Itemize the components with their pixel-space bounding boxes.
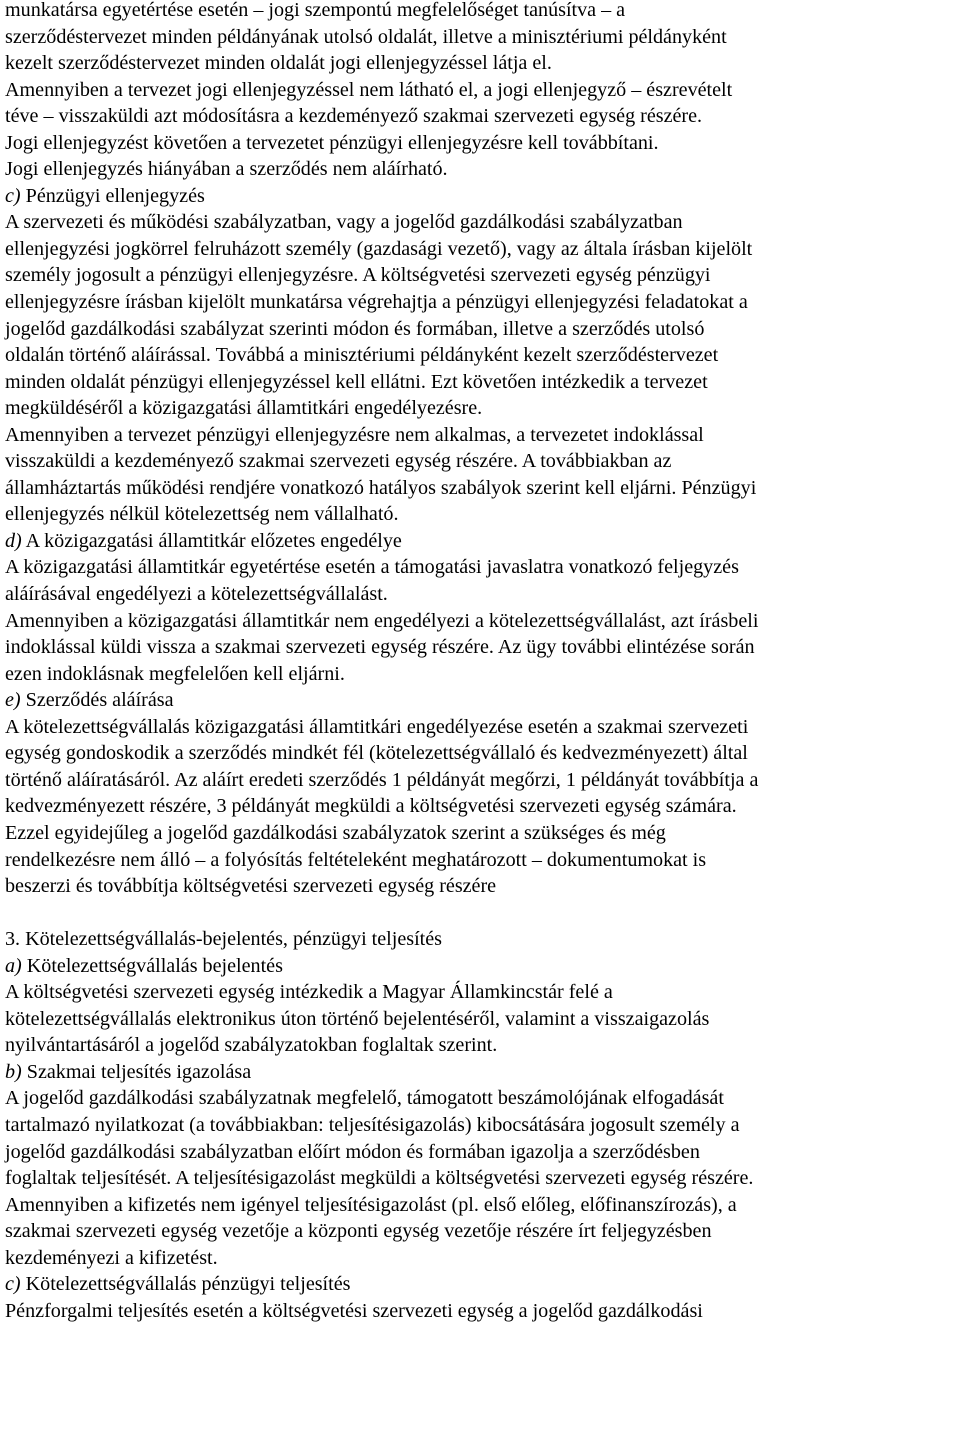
section-heading — [5, 687, 957, 714]
text-line: kezelt szerződéstervezet minden oldalát jogi ellenjegyzéssel látja el. — [5, 52, 552, 75]
text-line: visszaküldi a kezdeményező szakmai szervezeti egység részére. A továbbiakban az — [5, 450, 672, 473]
blank-line — [5, 900, 957, 927]
text-line: munkatársa egyetértése esetén – jogi szempontú megfelelőséget tanúsítva – a — [5, 0, 626, 21]
text-line: kötelezettségvállalás elektronikus úton történő bejelentéséről, valamint a visszaigazolás — [5, 1007, 710, 1030]
text-line: rendelkezésre nem álló – a folyósítás feltételeként meghatározott – dokumentumokat is — [5, 848, 707, 871]
text-line: tartalmazó nyilatkozat (a továbbiakban: teljesítésigazolás) kibocsátására jogosult személy a — [5, 1113, 740, 1136]
text-line: nyilvántartásáról a jogelőd szabályzatokban foglaltak szerint. — [5, 1034, 498, 1057]
section-title: Kötelezettségvállalás bejelentés — [21, 954, 283, 977]
text-line: Ezzel egyidejűleg a jogelőd gazdálkodási szabályzatok szerint a szükséges és még — [5, 821, 666, 844]
section-marker: d) — [5, 529, 22, 552]
section-heading — [5, 1271, 957, 1298]
text-line: Amennyiben a tervezet pénzügyi ellenjegyzésre nem alkalmas, a tervezetet indoklással — [5, 423, 704, 446]
text-line: A jogelőd gazdálkodási szabályzatnak megfelelő, támogatott beszámolójának elfogadását — [5, 1087, 724, 1110]
text-line: Jogi ellenjegyzés hiányában a szerződés nem aláírható. — [5, 158, 448, 181]
section-title: Szakmai teljesítés igazolása — [21, 1060, 252, 1083]
section-marker: c) — [5, 1273, 21, 1296]
text-line: Jogi ellenjegyzést követően a tervezetet pénzügyi ellenjegyzésre kell továbbítani. — [5, 131, 659, 154]
text-line: történő aláíratásáról. Az aláírt eredeti szerződés 1 példányát megőrzi, 1 példányát továbbítja a — [5, 768, 759, 791]
section-heading — [5, 953, 957, 980]
text-line: ellenjegyzésre írásban kijelölt munkatársa végrehajtja a pénzügyi ellenjegyzési feladatokat a — [5, 291, 748, 314]
text-line: kezdeményezi a kifizetést. — [5, 1246, 218, 1269]
text-line: jogelőd gazdálkodási szabályzatban előírt módon és formában igazolja a szerződésben — [5, 1140, 700, 1163]
text-line: A közigazgatási államtitkár egyetértése esetén a támogatási javaslatra vonatkozó feljegyzés — [5, 556, 739, 579]
text-line: aláírásával engedélyezi a kötelezettségvállalást. — [5, 583, 388, 606]
section-marker: a) — [5, 954, 22, 977]
text-line: minden oldalát pénzügyi ellenjegyzéssel kell ellátni. Ezt követően intézkedik a tervezet — [5, 370, 708, 393]
text-line: kedvezményezett részére, 3 példányát megküldi a költségvetési szervezeti egység számára. — [5, 795, 737, 818]
text-line: beszerzi és továbbítja költségvetési szervezeti egység részére — [5, 875, 497, 898]
text-line: egység gondoskodik a szerződés mindkét fél (kötelezettségvállaló és kedvezményezett) által — [5, 742, 748, 765]
text-line: szakmai szervezeti egység vezetője a központi egység vezetője részére írt feljegyzésben — [5, 1220, 712, 1243]
text-line: ezen indoklásnak megfelelően kell eljárni. — [5, 662, 345, 685]
section-marker: e) — [5, 689, 21, 712]
text-line: Pénzforgalmi teljesítés esetén a költségvetési szervezeti egység a jogelőd gazdálkodási — [5, 1299, 703, 1322]
text-line: A szervezeti és működési szabályzatban, vagy a jogelőd gazdálkodási szabályzatban — [5, 211, 683, 234]
section-heading — [5, 1059, 957, 1086]
text-line: Amennyiben a kifizetés nem igényel teljesítésigazolást (pl. első előleg, előfinanszírozás), a — [5, 1193, 737, 1216]
section-title: Szerződés aláírása — [20, 689, 174, 712]
text-line: ellenjegyzés nélkül kötelezettség nem vállalható. — [5, 503, 399, 526]
document-page — [5, 0, 960, 1324]
text-line: oldalán történő aláírással. Továbbá a minisztériumi példányként kezelt szerződéstervezet — [5, 344, 719, 367]
section-title: A közigazgatási államtitkár előzetes engedélye — [21, 529, 402, 552]
text-line: indoklással küldi vissza a szakmai szervezeti egység részére. Az ügy további elintézése során — [5, 636, 755, 659]
text-line: szerződéstervezet minden példányának utolsó oldalát, illetve a minisztériumi példányként — [5, 25, 727, 48]
text-line: 3. Kötelezettségvállalás-bejelentés, pénzügyi teljesítés — [5, 928, 443, 951]
section-heading — [5, 528, 957, 555]
text-line: államháztartás működési rendjére vonatkozó hatályos szabályok szerint kell eljárni. Pénzügyi — [5, 476, 757, 499]
text-line: A kötelezettségvállalás közigazgatási államtitkári engedélyezése esetén a szakmai szervezeti — [5, 715, 749, 738]
text-line: jogelőd gazdálkodási szabályzat szerinti módon és formában, illetve a szerződés utolsó — [5, 317, 705, 340]
text-line: személy jogosult a pénzügyi ellenjegyzésre. A költségvetési szervezeti egység pénzügyi — [5, 264, 711, 287]
section-marker: b) — [5, 1060, 22, 1083]
section-heading — [5, 183, 957, 210]
text-line: Amennyiben a közigazgatási államtitkár nem engedélyezi a kötelezettségvállalást, azt írásbeli — [5, 609, 759, 632]
text-line: megküldéséről a közigazgatási államtitkári engedélyezésre. — [5, 397, 483, 420]
text-line: A költségvetési szervezeti egység intézkedik a Magyar Államkincstár felé a — [5, 981, 613, 1004]
text-line: téve – visszaküldi azt módosításra a kezdeményező szakmai szervezeti egység részére. — [5, 105, 703, 128]
text-line: Amennyiben a tervezet jogi ellenjegyzéssel nem látható el, a jogi ellenjegyző – észrevételt — [5, 78, 733, 101]
section-title: Kötelezettségvállalás pénzügyi teljesítés — [20, 1273, 351, 1296]
section-marker: c) — [5, 184, 21, 207]
text-line: foglaltak teljesítését. A teljesítésigazolást megküldi a költségvetési szervezeti egység részére. — [5, 1167, 754, 1190]
text-line: ellenjegyzési jogkörrel felruházott személy (gazdasági vezető), vagy az általa írásban kijelölt — [5, 237, 753, 260]
section-title: Pénzügyi ellenjegyzés — [20, 184, 205, 207]
